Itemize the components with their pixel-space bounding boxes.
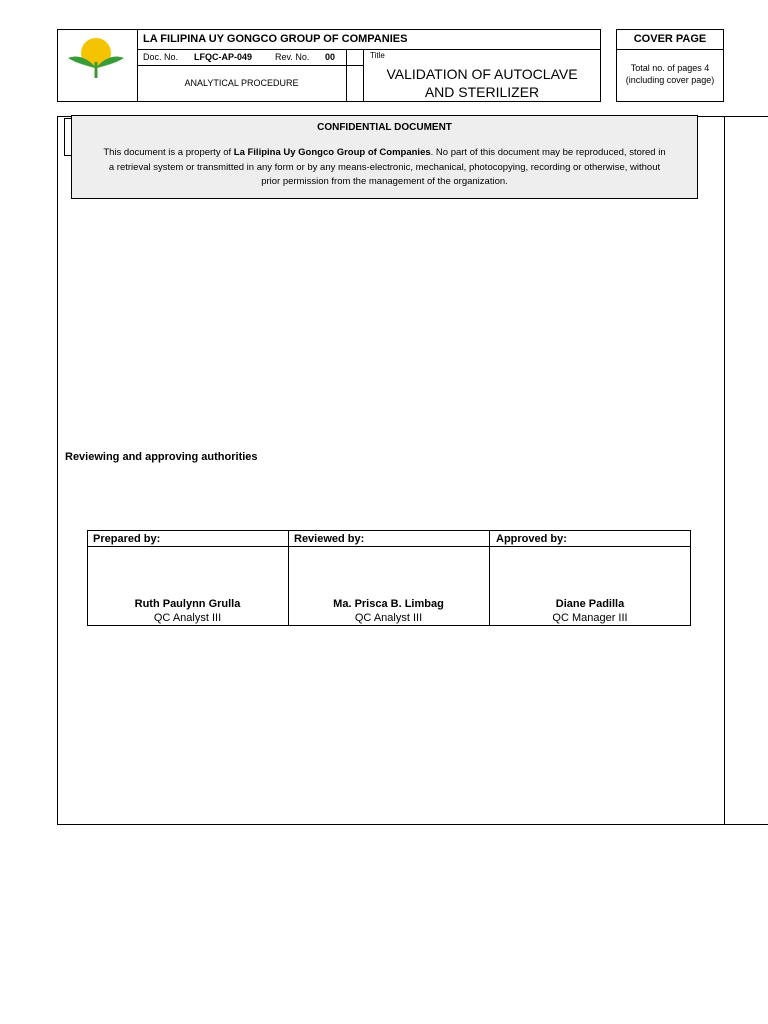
reviewer-name: Ma. Prisca B. Limbag <box>333 598 444 610</box>
document-title-line1: VALIDATION OF AUTOCLAVE <box>386 66 578 82</box>
authorities-header-rule <box>87 546 691 547</box>
reviewed-by-label: Reviewed by: <box>294 533 365 545</box>
document-title-line2: AND STERILIZER <box>424 84 540 100</box>
cover-page-divider <box>616 49 724 50</box>
doc-type: ANALYTICAL PROCEDURE <box>184 78 299 88</box>
approver-name: Diane Padilla <box>555 598 625 610</box>
header-divider-company <box>137 49 601 50</box>
total-pages-note: (including cover page) <box>625 75 715 85</box>
frame-left <box>57 116 58 824</box>
prepared-by-label: Prepared by: <box>93 533 161 545</box>
preparer-position: QC Analyst III <box>153 612 222 624</box>
confidential-line3: prior permission from the management of the organization. <box>261 176 508 187</box>
company-logo-icon <box>66 36 126 80</box>
approver-position: QC Manager III <box>552 612 628 624</box>
header-divider-rev <box>346 49 347 102</box>
confidential-line1: This document is a property of La Filipina Uy Gongco Group of Companies. No part of this document may be reproduced, stored in <box>103 147 666 158</box>
confidential-line2: a retrieval system or transmitted in any form or by any means-electronic, mechanical, photocopying, recording or otherwise, without <box>108 162 661 173</box>
authorities-heading: Reviewing and approving authorities <box>65 451 258 463</box>
frame-right <box>724 116 725 824</box>
rev-no-label: Rev. No. <box>275 52 310 62</box>
cover-page-label: COVER PAGE <box>633 33 707 45</box>
rev-no-value: 00 <box>325 52 336 62</box>
reviewer-position: QC Analyst III <box>354 612 423 624</box>
approved-by-label: Approved by: <box>496 533 567 545</box>
doc-no-label: Doc. No. <box>143 52 179 62</box>
frame-bottom <box>57 824 768 825</box>
company-name: LA FILIPINA UY GONGCO GROUP OF COMPANIES <box>143 33 408 45</box>
total-pages-text: Total no. of pages 4 <box>630 63 710 73</box>
doc-no-value: LFQC-AP-049 <box>194 52 253 62</box>
preparer-name: Ruth Paulynn Grulla <box>134 598 241 610</box>
title-label: Title <box>370 51 385 60</box>
confidential-heading: CONFIDENTIAL DOCUMENT <box>317 122 452 133</box>
header-divider-docno <box>137 65 363 66</box>
